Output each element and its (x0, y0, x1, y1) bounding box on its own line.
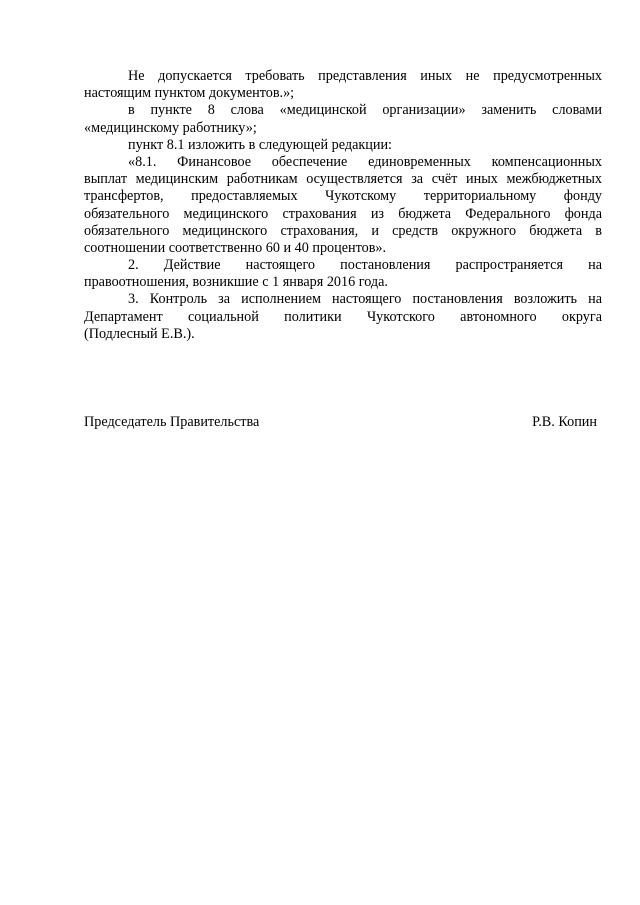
signatory-name: Р.В. Копин (532, 414, 597, 430)
text-line: «медицинскому работнику»; (84, 119, 257, 136)
text-line: 2. Действие настоящего постановления распространяется на (128, 257, 602, 274)
text-line: (Подлесный Е.В.). (84, 325, 195, 342)
text-line: «8.1. Финансовое обеспечение единовременных компенсационных (128, 153, 602, 170)
text-line: трансфертов, предоставляемых Чукотскому территориальному фонду (84, 188, 602, 205)
text-line: в пункте 8 слова «медицинской организации» заменить словами (128, 102, 602, 119)
text-line: 3. Контроль за исполнением настоящего постановления возложить на (128, 291, 602, 308)
text-line: обязательного медицинского страхования из бюджета Федерального фонда (84, 205, 602, 222)
text-line: правоотношения, возникшие с 1 января 2016 года. (84, 274, 388, 291)
text-line: настоящим пунктом документов.»; (84, 85, 295, 102)
text-line: пункт 8.1 изложить в следующей редакции: (128, 136, 392, 153)
text-line: Не допускается требовать представления иных не предусмотренных (128, 68, 602, 84)
text-line: выплат медицинским работникам осуществляется за счёт иных межбюджетных (84, 171, 602, 188)
text-line: соотношении соответственно 60 и 40 процентов». (84, 239, 387, 256)
text-line: обязательного медицинского страхования, и средств окружного бюджета в (84, 222, 602, 239)
document-body (84, 68, 602, 343)
text-line: Департамент социальной политики Чукотского автономного округа (84, 308, 602, 325)
signatory-title: Председатель Правительства (84, 414, 260, 430)
